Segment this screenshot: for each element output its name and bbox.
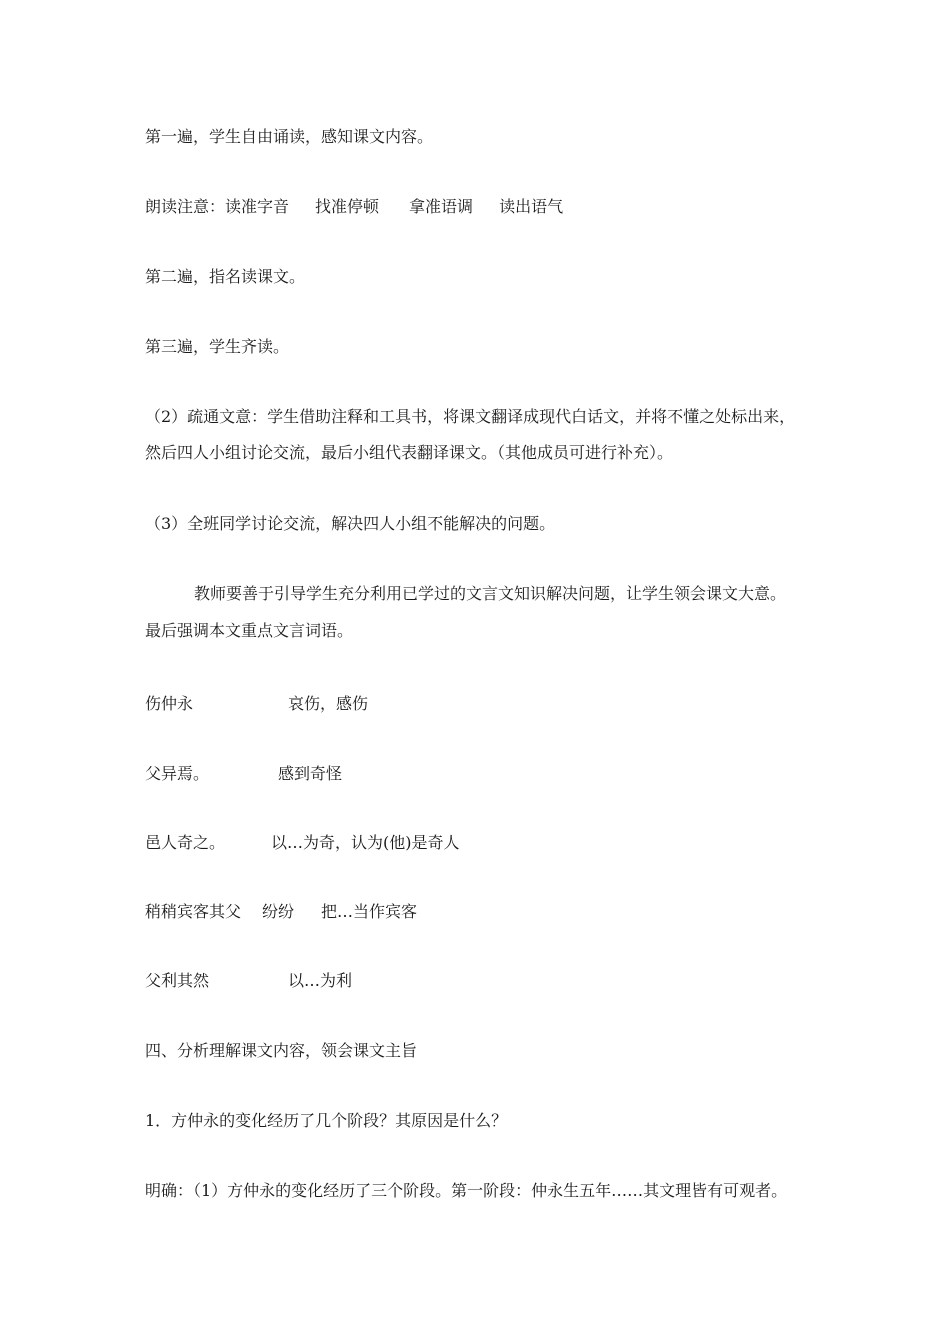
reading-note-2: 找准停顿 [315,197,380,216]
vocab-term-3: 邑人奇之。 [145,833,226,852]
vocab-gloss-3: 以…为奇，认为(他)是奇人 [271,833,460,852]
vocab-middle-4: 纷纷 [262,902,295,921]
section-4-heading: 四、分析理解课文内容，领会课文主旨 [145,1041,418,1060]
vocab-gloss-5: 以…为利 [288,971,353,990]
reading-notes [145,196,563,218]
vocab-term-1: 伤仲永 [145,694,194,713]
vocab-term-4: 稍稍宾客其父 [145,902,242,921]
reading-note-3: 拿准语调 [409,197,474,216]
reading-note-4: 读出语气 [499,197,564,216]
question-1: 1．方仲永的变化经历了几个阶段？其原因是什么？ [145,1111,508,1130]
step2-line-1: （2）疏通文意：学生借助注释和工具书，将课文翻译成现代白话文，并将不懂之处标出来， [145,407,796,426]
vocab-term-5: 父利其然 [145,971,210,990]
teacher-line-1: 教师要善于引导学生充分利用已学过的文言文知识解决问题，让学生领会课文大意。 [194,584,787,603]
reading-second-pass: 第二遍，指名读课文。 [145,267,306,286]
reading-first-pass: 第一遍，学生自由诵读，感知课文内容。 [145,127,434,146]
reading-third-pass: 第三遍，学生齐读。 [145,337,290,356]
answer-1: 明确：（1）方仲永的变化经历了三个阶段。第一阶段：仲永生五年……其文理皆有可观者。 [145,1181,788,1200]
step3: （3）全班同学讨论交流，解决四人小组不能解决的问题。 [145,514,556,533]
reading-notes-label: 朗读注意： [145,197,226,216]
vocab-gloss-4: 把…当作宾客 [321,902,418,921]
vocab-gloss-2: 感到奇怪 [278,764,343,783]
step2-line-2: 然后四人小组讨论交流，最后小组代表翻译课文。（其他成员可进行补充）。 [145,443,674,462]
vocab-term-2: 父异焉。 [145,764,210,783]
reading-note-1: 读准字音 [225,197,290,216]
teacher-line-2: 最后强调本文重点文言词语。 [145,621,354,640]
vocab-gloss-1: 哀伤，感伤 [288,694,369,713]
